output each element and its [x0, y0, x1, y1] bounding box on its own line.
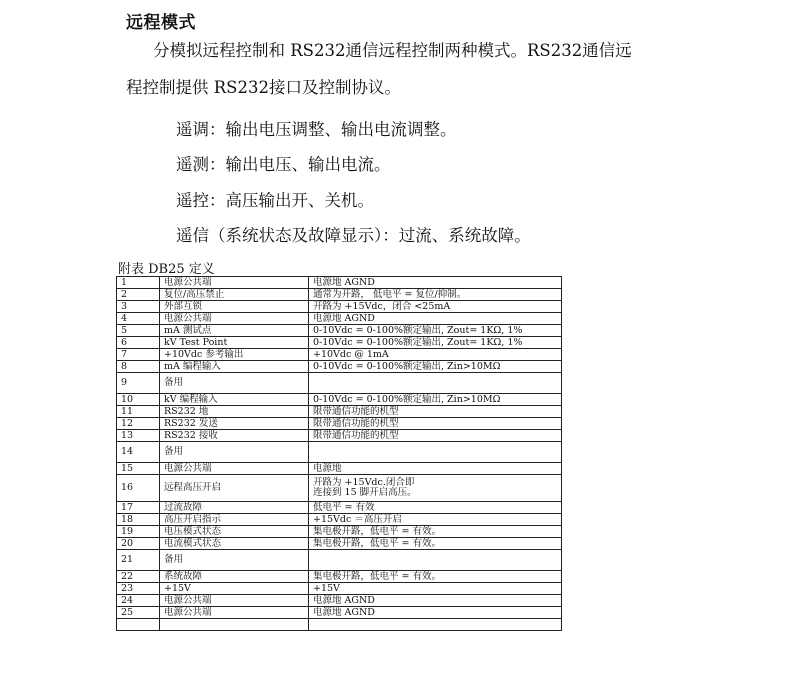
pin-description-cell: 限带通信功能的机型 [309, 406, 562, 418]
pin-description-cell: +10Vdc @ 1mA [309, 349, 562, 361]
pin-description-cell: 电源地 AGND [309, 607, 562, 619]
pin-name-cell: 电源公共端 [160, 595, 309, 607]
pin-number-cell: 2 [117, 289, 160, 301]
table-row [117, 430, 562, 442]
pin-description-cell [309, 442, 562, 463]
pin-number-cell: 1 [117, 277, 160, 289]
intro-paragraph-line-2: 程控制提供 RS232接口及控制协议。 [126, 78, 401, 97]
db25-pin-table-body [117, 277, 562, 631]
table-row [117, 406, 562, 418]
pin-description-cell [309, 373, 562, 394]
pin-number-cell: 23 [117, 583, 160, 595]
pin-name-cell: 电流模式状态 [160, 538, 309, 550]
table-row [117, 526, 562, 538]
pin-name-cell: +15V [160, 583, 309, 595]
pin-number-cell [117, 619, 160, 631]
pin-name-cell: RS232 发送 [160, 418, 309, 430]
pin-name-cell: 备用 [160, 373, 309, 394]
table-row [117, 475, 562, 502]
pin-number-cell: 4 [117, 313, 160, 325]
pin-name-cell: RS232 地 [160, 406, 309, 418]
pin-description-cell: 电源地 [309, 463, 562, 475]
pin-name-cell: 系统故障 [160, 571, 309, 583]
pin-number-cell: 11 [117, 406, 160, 418]
table-row [117, 373, 562, 394]
pin-name-cell: 远程高压开启 [160, 475, 309, 502]
pin-description-cell: 电源地 AGND [309, 313, 562, 325]
pin-number-cell: 25 [117, 607, 160, 619]
pin-name-cell: mA 编程输入 [160, 361, 309, 373]
pin-description-cell: 0-10Vdc = 0-100%额定输出, Zin>10MΩ [309, 361, 562, 373]
table-row [117, 325, 562, 337]
table-row [117, 337, 562, 349]
pin-name-cell: 电源公共端 [160, 277, 309, 289]
pin-name-cell: 电压模式状态 [160, 526, 309, 538]
pin-number-cell: 3 [117, 301, 160, 313]
pin-name-cell: 备用 [160, 550, 309, 571]
pin-description-cell: 集电极开路，低电平 = 有效。 [309, 538, 562, 550]
pin-name-cell: 电源公共端 [160, 463, 309, 475]
pin-number-cell: 8 [117, 361, 160, 373]
table-row [117, 313, 562, 325]
pin-number-cell: 14 [117, 442, 160, 463]
pin-name-cell: 备用 [160, 442, 309, 463]
pin-description-cell: 限带通信功能的机型 [309, 430, 562, 442]
pin-description-cell: 集电极开路，低电平 = 有效。 [309, 571, 562, 583]
table-row [117, 301, 562, 313]
pin-number-cell: 22 [117, 571, 160, 583]
pin-number-cell: 10 [117, 394, 160, 406]
table-row [117, 418, 562, 430]
pin-description-cell [309, 475, 562, 502]
pin-number-cell: 15 [117, 463, 160, 475]
table-row [117, 361, 562, 373]
pin-description-cell: +15Vdc ＝高压开启 [309, 514, 562, 526]
intro-paragraph-line-1: 分模拟远程控制和 RS232通信远程控制两种模式。RS232通信远 [153, 41, 632, 60]
table-caption: 附表 DB25 定义 [118, 262, 215, 277]
table-row [117, 595, 562, 607]
pin-name-cell [160, 619, 309, 631]
table-row [117, 583, 562, 595]
pin-name-cell: 电源公共端 [160, 607, 309, 619]
pin-description-cell: 0-10Vdc = 0-100%额定输出, Zin>10MΩ [309, 394, 562, 406]
feature-remote-adjust: 遥调：输出电压调整、输出电流调整。 [176, 120, 457, 139]
table-row [117, 349, 562, 361]
table-row [117, 442, 562, 463]
pin-number-cell: 7 [117, 349, 160, 361]
table-row [117, 289, 562, 301]
pin-description-cell: 0-10Vdc = 0-100%额定输出, Zout= 1KΩ, 1% [309, 325, 562, 337]
table-row [117, 619, 562, 631]
pin-description-cell [309, 619, 562, 631]
table-row [117, 607, 562, 619]
pin-number-cell: 24 [117, 595, 160, 607]
pin-number-cell: 21 [117, 550, 160, 571]
feature-remote-control: 遥控：高压输出开、关机。 [176, 191, 374, 210]
table-row [117, 502, 562, 514]
pin-description-cell: 通常为开路， 低电平 = 复位/抑制。 [309, 289, 562, 301]
pin-description-cell: +15V [309, 583, 562, 595]
pin-number-cell: 6 [117, 337, 160, 349]
pin-description-cell [309, 550, 562, 571]
table-row [117, 514, 562, 526]
pin-number-cell: 19 [117, 526, 160, 538]
pin-description-cell: 开路为 +15Vdc，闭合 <25mA [309, 301, 562, 313]
table-row [117, 277, 562, 289]
pin-number-cell: 18 [117, 514, 160, 526]
pin-name-cell: 电源公共端 [160, 313, 309, 325]
pin-name-cell: +10Vdc 参考输出 [160, 349, 309, 361]
table-row [117, 550, 562, 571]
pin-number-cell: 5 [117, 325, 160, 337]
feature-remote-measure: 遥测：输出电压、输出电流。 [176, 155, 391, 174]
pin-number-cell: 13 [117, 430, 160, 442]
pin-description-cell: 电源地 AGND [309, 277, 562, 289]
pin-name-cell: kV Test Point [160, 337, 309, 349]
table-row [117, 463, 562, 475]
pin-number-cell: 16 [117, 475, 160, 502]
pin-description-cell: 限带通信功能的机型 [309, 418, 562, 430]
pin-name-cell: kV 编程输入 [160, 394, 309, 406]
table-row [117, 571, 562, 583]
feature-remote-signal: 遥信（系统状态及故障显示）：过流、系统故障。 [176, 226, 531, 245]
pin-number-cell: 17 [117, 502, 160, 514]
pin-name-cell: 过流故障 [160, 502, 309, 514]
pin-number-cell: 12 [117, 418, 160, 430]
pin-description-line-2: 连接到 15 脚开启高压。 [313, 487, 417, 498]
pin-description-cell: 集电极开路，低电平 = 有效。 [309, 526, 562, 538]
pin-description-line-1: 开路为 +15Vdc.闭合即 [313, 477, 415, 488]
pin-name-cell: 外部互锁 [160, 301, 309, 313]
pin-name-cell: 高压开启指示 [160, 514, 309, 526]
pin-number-cell: 20 [117, 538, 160, 550]
pin-name-cell: mA 测试点 [160, 325, 309, 337]
pin-description-cell: 低电平 = 有效 [309, 502, 562, 514]
pin-number-cell: 9 [117, 373, 160, 394]
pin-name-cell: RS232 接收 [160, 430, 309, 442]
table-row [117, 394, 562, 406]
section-heading: 远程模式 [126, 13, 196, 33]
pin-name-cell: 复位/高压禁止 [160, 289, 309, 301]
table-row [117, 538, 562, 550]
pin-description-cell: 0-10Vdc = 0-100%额定输出, Zout= 1KΩ, 1% [309, 337, 562, 349]
db25-pin-table [116, 276, 562, 631]
pin-description-cell: 电源地 AGND [309, 595, 562, 607]
